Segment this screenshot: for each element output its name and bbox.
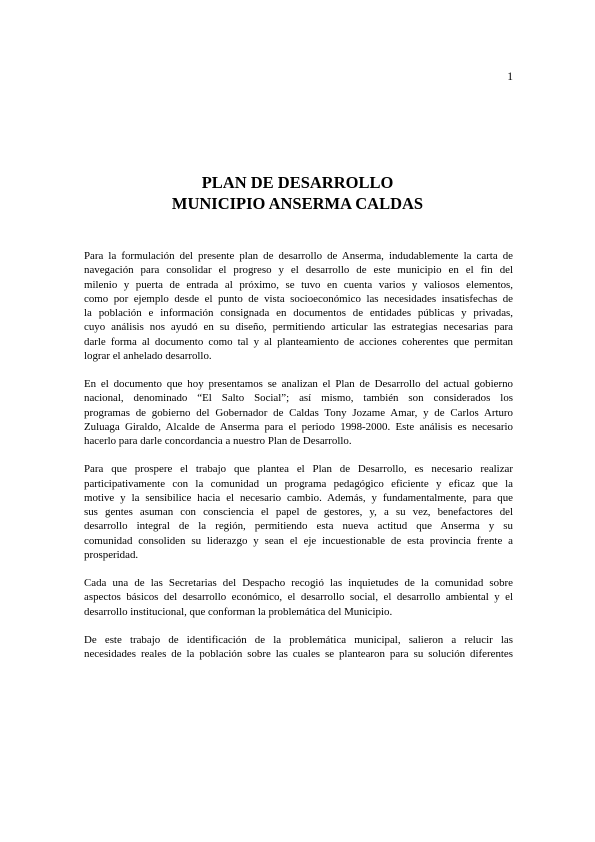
paragraph-line: En el documento que hoy presentamos se analizan el Plan de Desarrollo del actual gobierno: [84, 378, 513, 391]
paragraph-line: prosperidad.: [84, 549, 139, 562]
paragraph-line: lograr el anhelado desarrollo.: [84, 350, 212, 363]
title-line-2: MUNICIPIO ANSERMA CALDAS: [171, 194, 424, 213]
paragraph-line: aspectos básicos del desarrollo económico, el desarrollo social, el desarrollo ambiental y el: [84, 591, 513, 604]
paragraph-line: hacerlo para darle concordancia a nuestro Plan de Desarrollo.: [84, 435, 352, 448]
paragraph-line: Cada una de las Secretarias del Despacho recogió las inquietudes de la comunidad sobre: [84, 577, 513, 589]
paragraph-line: la población e información consignada en documentos de entidades públicas y privadas,: [84, 307, 513, 320]
paragraph-line: Zuluaga Giraldo, Alcalde de Anserma para el periodo 1998-2000. Este análisis es necesario: [84, 420, 513, 433]
body-paragraph: [84, 249, 513, 363]
body-paragraph: [84, 576, 513, 619]
document-body: [84, 249, 513, 675]
paragraph-line: cuyo análisis nos ayudó en su diseño, permitiendo articular las estrategias necesarias para: [84, 321, 513, 334]
paragraph-line: sus gentes asuman con consciencia el papel de gestores, y, a su vez, benefactores del: [84, 506, 513, 519]
paragraph-line: programas de gobierno del Gobernador de Caldas Tony Jozame Amar, y de Carlos Arturo: [84, 406, 513, 419]
paragraph-line: desarrollo integral de la región, permitiendo esta nueva actitud que Anserma y su: [84, 520, 513, 533]
page-number: 1: [507, 71, 513, 83]
body-paragraph: [84, 377, 513, 448]
paragraph-line: desarrollo institucional, que conforman la problemática del Municipio.: [84, 605, 393, 618]
paragraph-line: De este trabajo de identificación de la problemática municipal, salieron a relucir las: [84, 633, 513, 646]
paragraph-line: darle forma al documento como tal y al planteamiento de acciones coherentes que permitan: [84, 335, 513, 348]
paragraph-line: Para la formulación del presente plan de desarrollo de Anserma, indudablemente la carta de: [84, 250, 513, 262]
paragraph-line: Para que prospere el trabajo que plantea el Plan de Desarrollo, es necesario realizar: [84, 463, 513, 476]
title-line-1: PLAN DE DESARROLLO: [201, 173, 394, 192]
paragraph-line: participativamente con la comunidad un programa pedagógico eficiente y eficaz que la: [84, 477, 513, 490]
paragraph-line: motive y la sensibilice hacia el necesario cambio. Además, y fundamentalmente, para que: [84, 491, 513, 504]
body-paragraph: [84, 633, 513, 662]
document-title: [0, 172, 595, 214]
paragraph-line: navegación para consolidar el progreso y el desarrollo de este municipio en el fin del: [84, 264, 513, 277]
paragraph-line: milenio y puerta de entrada al próximo, se tuvo en cuenta varios y valiosos elementos,: [84, 278, 513, 291]
paragraph-line: necesidades reales de la población sobre las cuales se plantearon para su solución diferentes: [84, 647, 513, 660]
body-paragraph: [84, 462, 513, 562]
paragraph-line: nacional, denominado “El Salto Social”; así mismo, también son considerados los: [84, 392, 513, 405]
paragraph-line: comunidad consoliden su liderazgo y sean el eje incuestionable de esta provincia frente a: [84, 534, 513, 547]
paragraph-line: como por ejemplo desde el punto de vista socioeconómico las necesidades insatisfechas de: [84, 292, 513, 305]
